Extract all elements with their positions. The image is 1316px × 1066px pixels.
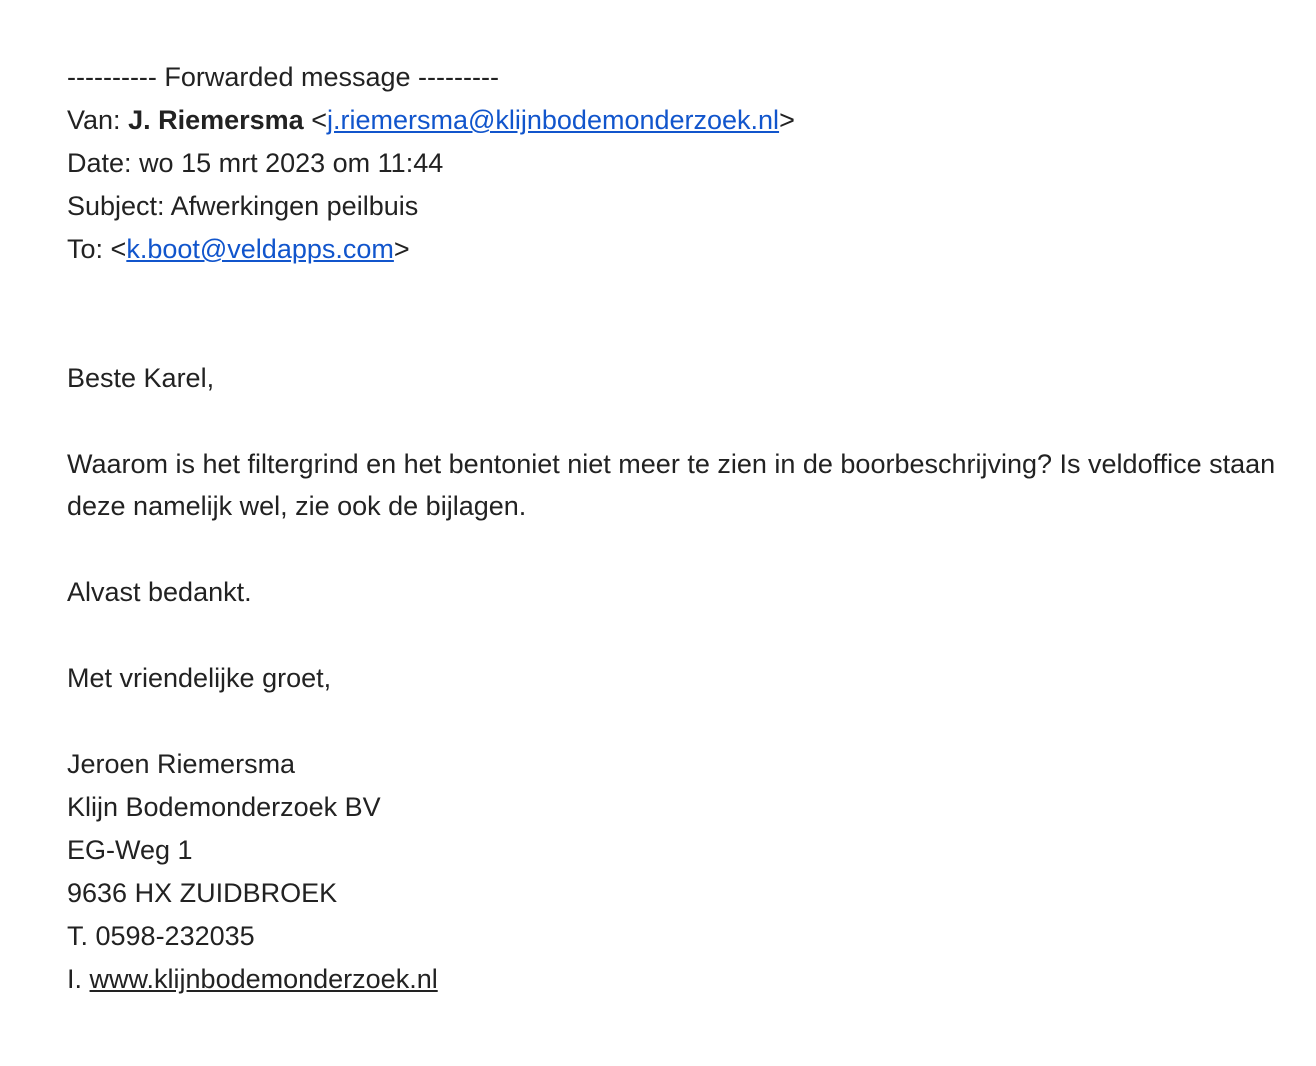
subject-label: Subject: <box>67 191 165 221</box>
signature-name: Jeroen Riemersma <box>67 749 296 779</box>
spacer <box>67 699 1249 743</box>
spacer <box>67 527 1249 571</box>
recipient-email-link[interactable]: k.boot@veldapps.com <box>126 234 394 264</box>
subject-value: Afwerkingen peilbuis <box>170 191 419 221</box>
to-line <box>67 228 1249 271</box>
recipient-email-wrapper: <k.boot@veldapps.com> <box>110 234 410 264</box>
signature-website-line <box>67 958 1249 1001</box>
subject-line <box>67 185 1249 228</box>
spacer <box>67 399 1249 443</box>
from-line <box>67 99 1249 142</box>
forwarded-header-line: ---------- Forwarded message --------- <box>67 62 499 92</box>
greeting: Beste Karel, <box>67 363 215 393</box>
spacer <box>67 613 1249 657</box>
website-link[interactable]: www.klijnbodemonderzoek.nl <box>89 964 438 994</box>
closing-line: Met vriendelijke groet, <box>67 663 332 693</box>
sender-email-wrapper: <j.riemersma@klijnbodemonderzoek.nl> <box>311 105 795 135</box>
from-label: Van: <box>67 105 121 135</box>
sender-email-link[interactable]: j.riemersma@klijnbodemonderzoek.nl <box>326 105 780 135</box>
website-prefix: I. <box>67 964 83 994</box>
date-value: wo 15 mrt 2023 om 11:44 <box>139 148 444 178</box>
date-line <box>67 142 1249 185</box>
signature-city: 9636 HX ZUIDBROEK <box>67 878 338 908</box>
signature-company: Klijn Bodemonderzoek BV <box>67 792 381 822</box>
spacer <box>67 271 1249 357</box>
signature-phone: T. 0598-232035 <box>67 921 255 951</box>
date-label: Date: <box>67 148 132 178</box>
sender-name: J. Riemersma <box>128 105 304 135</box>
to-label: To: <box>67 234 104 264</box>
message-paragraph: Waarom is het filtergrind en het bentoniet niet meer te zien in de boorbeschrijving? Is veldoffice staan deze namelijk wel, zie ook de bijlagen. <box>67 449 1276 521</box>
thanks-line: Alvast bedankt. <box>67 577 252 607</box>
signature-street: EG-Weg 1 <box>67 835 193 865</box>
